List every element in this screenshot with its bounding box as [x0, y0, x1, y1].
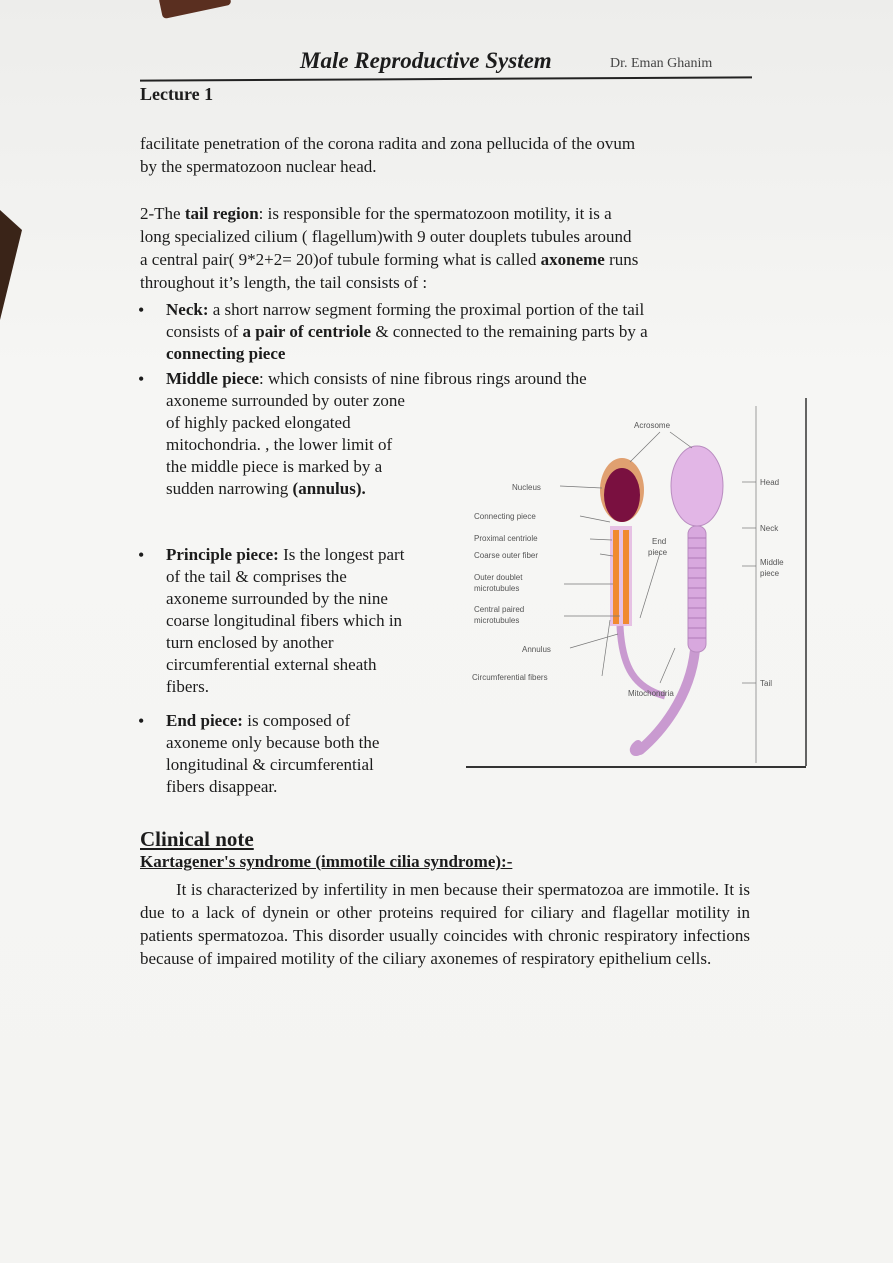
label-end-piece: End [652, 537, 667, 546]
neck-line-3 [166, 343, 648, 365]
bullet-dot: • [138, 711, 145, 731]
clinical-note-heading: Clinical note [140, 827, 254, 851]
nucleus-shape [604, 468, 640, 522]
end-piece-bullet [138, 710, 380, 798]
label-middle-piece: Middle [760, 558, 784, 567]
lecture-label: Lecture 1 [140, 84, 214, 104]
intro-line-2: by the spermatozoon nuclear head. [140, 157, 377, 176]
middle-line-4: mitochondria. , the lower limit of [166, 435, 393, 454]
neck-line-2-end: & connected to the remaining parts by a [371, 322, 648, 341]
tail-line-3 [140, 249, 638, 271]
end-piece-term: End piece: [166, 711, 243, 730]
label-tail: Tail [760, 679, 773, 688]
end-line-1-rest: is composed of [242, 711, 351, 730]
label-connecting-piece: Connecting piece [474, 512, 536, 521]
scan-edge-left [0, 210, 22, 320]
diagram-bottom-rule [466, 766, 806, 768]
middle-line-6-start: sudden narrowing [166, 479, 293, 498]
label-coarse-outer-fiber: Coarse outer fiber [474, 551, 539, 560]
axoneme-term: axoneme [540, 250, 605, 269]
principle-line-4: coarse longitudinal fibers which in [166, 611, 403, 630]
middle-line-5: the middle piece is marked by a [166, 457, 383, 476]
label-outer-doublet: Outer doublet [474, 573, 523, 582]
tail-line-3-end: runs [604, 250, 639, 269]
intro-line-1: facilitate penetration of the corona radita and zona pellucida of the ovum [140, 134, 636, 153]
middle-line-2: axoneme surrounded by outer zone [166, 391, 405, 410]
label-circumferential-fibers: Circumferential fibers [472, 673, 548, 682]
neck-term: Neck: [166, 300, 209, 319]
bullet-dot: • [138, 369, 145, 389]
kartagener-heading: Kartagener's syndrome (immotile cilia syndrome):- [140, 852, 513, 871]
bullet-dot: • [138, 545, 145, 565]
tail-line-1 [140, 203, 612, 225]
label-middle-piece-2: piece [760, 569, 780, 578]
principle-line-1 [166, 544, 404, 566]
principle-piece-term: Principle piece: [166, 545, 279, 564]
label-proximal-centriole: Proximal centriole [474, 534, 538, 543]
coarse-fiber-right [623, 530, 629, 624]
label-mitochondria: Mitochondria [628, 689, 674, 698]
annulus-term: (annulus). [292, 479, 366, 498]
label-end-piece-2: piece [648, 548, 668, 557]
label-acrosome: Acrosome [634, 421, 671, 430]
neck-line-2 [166, 321, 648, 343]
principle-piece-bullet [138, 544, 405, 698]
cross-section-tail [620, 626, 665, 696]
middle-line-3: of highly packed elongated [166, 413, 351, 432]
tail-line-2: long specialized cilium ( flagellum)with 9 outer douplets tubules around [140, 227, 632, 246]
document-title: Male Reproductive System [300, 48, 552, 73]
clinical-paragraph: It is characterized by infertility in men because their spermatozoa are immotile. It is due to a lack of dynein or other proteins required for ciliary and flagellar motility in patients spermatozoa. This disorder usually coincides with chronic respiratory infections because of impaired motility of the ciliary axonemes of respiratory epithelium cells. [140, 880, 750, 968]
tail-line-1-rest: : is responsible for the spermatozoon motility, it is a [258, 204, 612, 223]
label-head: Head [760, 478, 780, 487]
connecting-piece-term: connecting piece [166, 344, 286, 363]
tail-line-3-start: a central pair( 9*2+2= 20)of tubule forming what is called [140, 250, 541, 269]
author-name: Dr. Eman Ghanim [610, 56, 713, 71]
label-central-paired-2: microtubules [474, 616, 520, 625]
principle-line-7: fibers. [166, 677, 209, 696]
middle-piece-term: Middle piece [166, 369, 260, 388]
coarse-fiber-left [613, 530, 619, 624]
label-nucleus: Nucleus [512, 483, 541, 492]
sperm-structure-diagram [460, 398, 810, 768]
middle-line-1-rest: : which consists of nine fibrous rings around the [259, 369, 587, 388]
middle-line-1 [166, 368, 587, 390]
end-line-2: axoneme only because both the [166, 733, 380, 752]
end-line-3: longitudinal & circumferential [166, 755, 374, 774]
sperm-head [671, 446, 723, 526]
label-annulus: Annulus [522, 645, 551, 654]
neck-line-1 [166, 299, 648, 321]
sperm-middle-piece [688, 526, 706, 652]
label-central-paired: Central paired [474, 605, 525, 614]
tail-prefix: 2-The [140, 204, 185, 223]
principle-line-5: turn enclosed by another [166, 633, 334, 652]
principle-line-6: circumferential external sheath [166, 655, 377, 674]
label-neck: Neck [760, 524, 779, 533]
tail-line-4: throughout it’s length, the tail consists of : [140, 273, 428, 292]
label-leader-lines [560, 406, 756, 763]
principle-line-1-rest: Is the longest part [278, 545, 405, 564]
label-outer-doublet-2: microtubules [474, 584, 520, 593]
principle-line-2: of the tail & comprises the [166, 567, 347, 586]
tail-term: tail region [184, 204, 259, 223]
neck-line-2-start: consists of [166, 322, 243, 341]
neck-bullet [138, 299, 648, 365]
neck-line-1-rest: a short narrow segment forming the proximal portion of the tail [208, 300, 645, 319]
centriole-term: a pair of centriole [242, 322, 372, 341]
sperm-tail-end [634, 744, 640, 752]
bullet-dot: • [138, 300, 145, 320]
end-line-4: fibers disappear. [166, 777, 278, 796]
end-line-1 [166, 710, 379, 732]
principle-line-3: axoneme surrounded by the nine [166, 589, 388, 608]
